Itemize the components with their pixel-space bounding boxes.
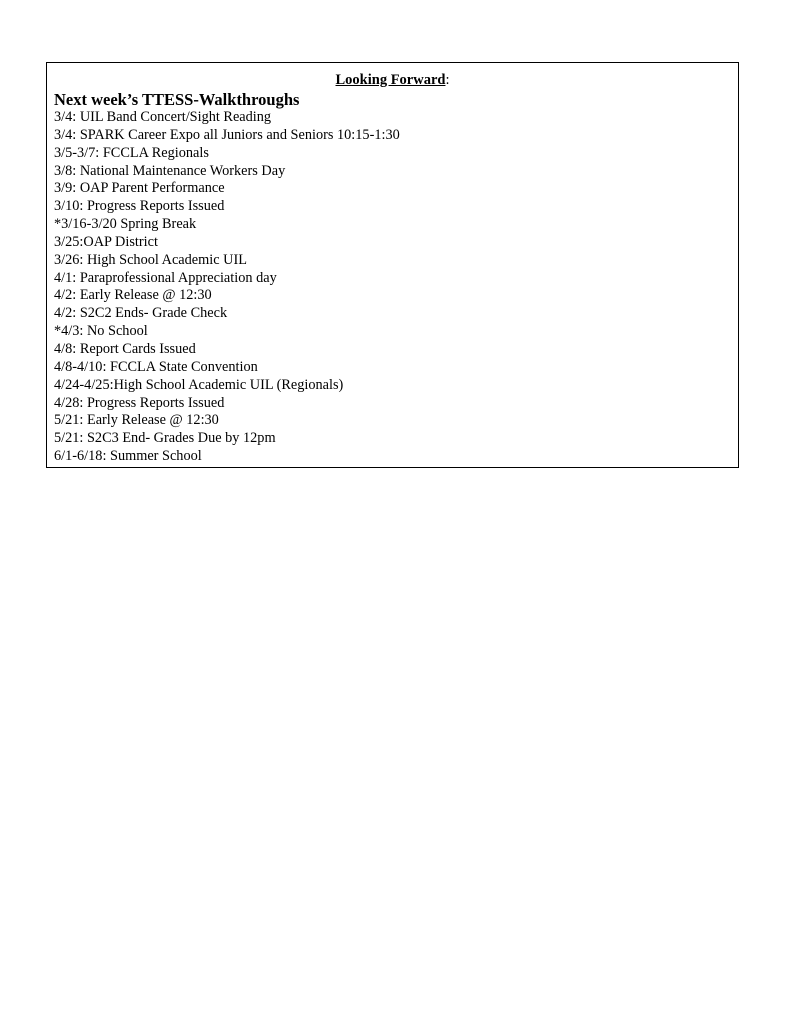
section-title-colon: : <box>445 72 450 88</box>
event-item: 3/4: SPARK Career Expo all Juniors and Seniors 10:15-1:30 <box>54 126 400 143</box>
event-item: 3/4: UIL Band Concert/Sight Reading <box>54 109 272 125</box>
event-item: 5/21: Early Release @ 12:30 <box>54 412 219 429</box>
event-item: 4/28: Progress Reports Issued <box>54 394 225 411</box>
section-title: Looking Forward <box>335 72 446 88</box>
section-heading <box>47 71 738 89</box>
event-item: 4/8: Report Cards Issued <box>54 340 196 357</box>
event-item: 4/24-4/25:High School Academic UIL (Regionals) <box>54 376 344 393</box>
event-item: 3/9: OAP Parent Performance <box>54 180 225 197</box>
event-item: 3/25:OAP District <box>54 233 158 250</box>
event-item: 4/1: Paraprofessional Appreciation day <box>54 269 277 286</box>
events-list <box>54 109 400 466</box>
event-item: *4/3: No School <box>54 323 148 340</box>
walkthroughs-subtitle: Next week’s TTESS-Walkthroughs <box>54 90 300 109</box>
event-item: 3/5-3/7: FCCLA Regionals <box>54 144 209 161</box>
event-item: 5/21: S2C3 End- Grades Due by 12pm <box>54 430 276 447</box>
event-item: 4/8-4/10: FCCLA State Convention <box>54 358 258 375</box>
event-item: 3/10: Progress Reports Issued <box>54 198 225 215</box>
event-item: 4/2: Early Release @ 12:30 <box>54 287 212 304</box>
event-item: 6/1-6/18: Summer School <box>54 448 202 465</box>
event-item: 3/26: High School Academic UIL <box>54 251 247 268</box>
looking-forward-box <box>46 62 739 468</box>
event-item: 4/2: S2C2 Ends- Grade Check <box>54 305 228 322</box>
event-item: 3/8: National Maintenance Workers Day <box>54 162 286 179</box>
event-item: *3/16-3/20 Spring Break <box>54 216 197 233</box>
